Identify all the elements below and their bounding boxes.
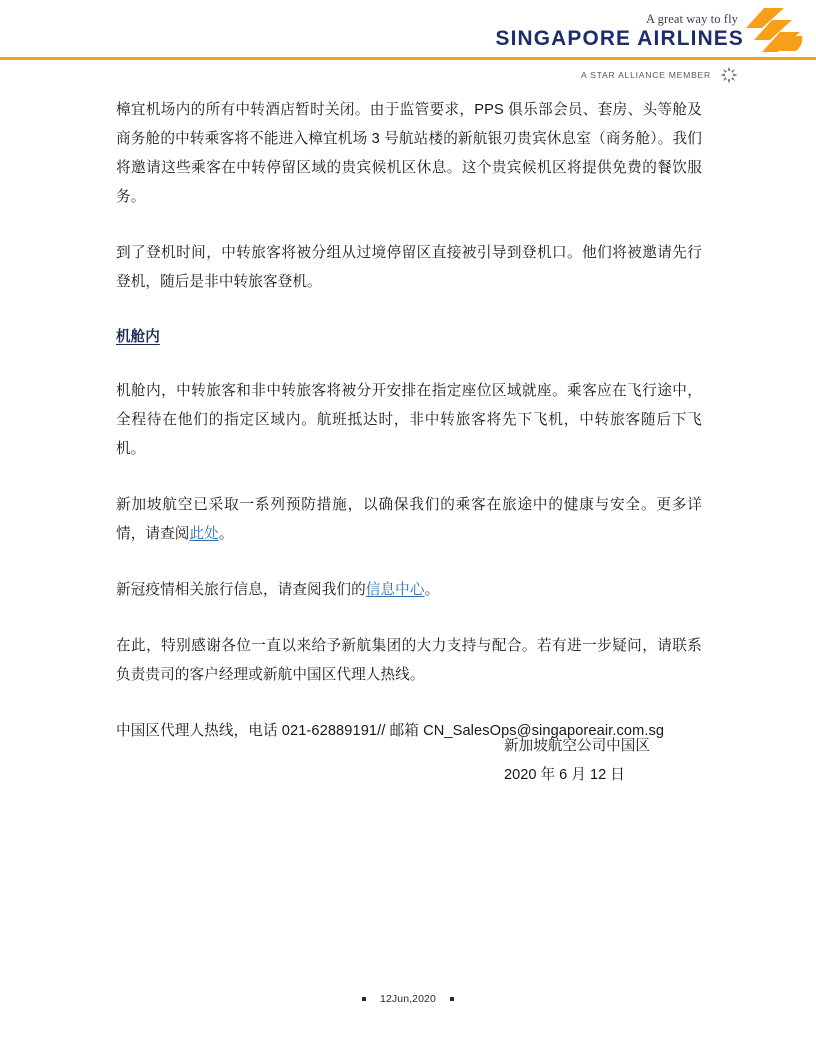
- footer-left-dash-icon: [362, 997, 366, 1001]
- link-here[interactable]: 此处: [189, 526, 219, 542]
- covid-text-after: 。: [424, 582, 440, 598]
- link-information-centre[interactable]: 信息中心: [365, 582, 425, 598]
- document-footer: [0, 993, 816, 1005]
- footer-right-dash-icon: [450, 997, 454, 1001]
- singapore-airlines-logo: [488, 12, 744, 50]
- precautions-text-before: 新加坡航空已采取一系列预防措施，以确保我们的乘客在旅途中的健康与安全。更多详情，请查阅: [116, 497, 702, 542]
- covid-text-before: 新冠疫情相关旅行信息，请查阅我们的: [116, 582, 366, 598]
- star-alliance-block: [581, 66, 738, 84]
- signature-company: 新加坡航空公司中国区: [504, 738, 650, 754]
- footer-date: 12Jun,2020: [380, 993, 436, 1005]
- logo-wordmark: SINGAPORE AIRLINES: [495, 26, 744, 50]
- paragraph-precautions: [116, 491, 702, 549]
- header-orange-rule: [0, 57, 816, 60]
- logo-tagline: A great way to fly: [645, 12, 738, 26]
- paragraph-thanks: 在此，特别感谢各位一直以来给予新航集团的大力支持与配合。若有进一步疑问，请联系负责贵司的客户经理或新航中国区代理人热线。: [116, 638, 702, 683]
- precautions-text-after: 。: [218, 526, 234, 542]
- singapore-airlines-bird-logo-icon: [744, 6, 806, 56]
- signature-block: [504, 732, 650, 790]
- paragraph-transit-hotels: 樟宜机场内的所有中转酒店暂时关闭。由于监管要求，PPS 俱乐部会员、套房、头等舱及商务舱的中转乘客将不能进入樟宜机场 3 号航站楼的新航银刃贵宾休息室（商务舱）。我们将邀请这些乘客在中转停留区域的贵宾候机区休息。这个贵宾候机区将提供免费的餐饮服务。: [116, 102, 702, 205]
- section-heading-onboard: 机舱内: [116, 329, 160, 345]
- star-alliance-label: A STAR ALLIANCE MEMBER: [580, 70, 711, 80]
- signature-date: 2020 年 6 月 12 日: [504, 767, 625, 783]
- document-header: [0, 0, 816, 92]
- section-heading-wrap: [116, 324, 702, 375]
- paragraph-covid-info: [116, 576, 702, 605]
- document-body: [116, 96, 702, 773]
- paragraph-boarding: 到了登机时间，中转旅客将被分组从过境停留区直接被引导到登机口。他们将被邀请先行登机，随后是非中转旅客登机。: [116, 245, 702, 290]
- paragraph-contact: 中国区代理人热线，电话 021-62889191// 邮箱 CN_SalesOps@singaporeair.com.sg: [116, 723, 665, 739]
- star-alliance-starburst-icon: [720, 66, 738, 84]
- paragraph-onboard-seating: 机舱内，中转旅客和非中转旅客将被分开安排在指定座位区域就座。乘客应在飞行途中，全程待在他们的指定区域内。航班抵达时，非中转旅客将先下飞机，中转旅客随后下飞机。: [116, 383, 702, 457]
